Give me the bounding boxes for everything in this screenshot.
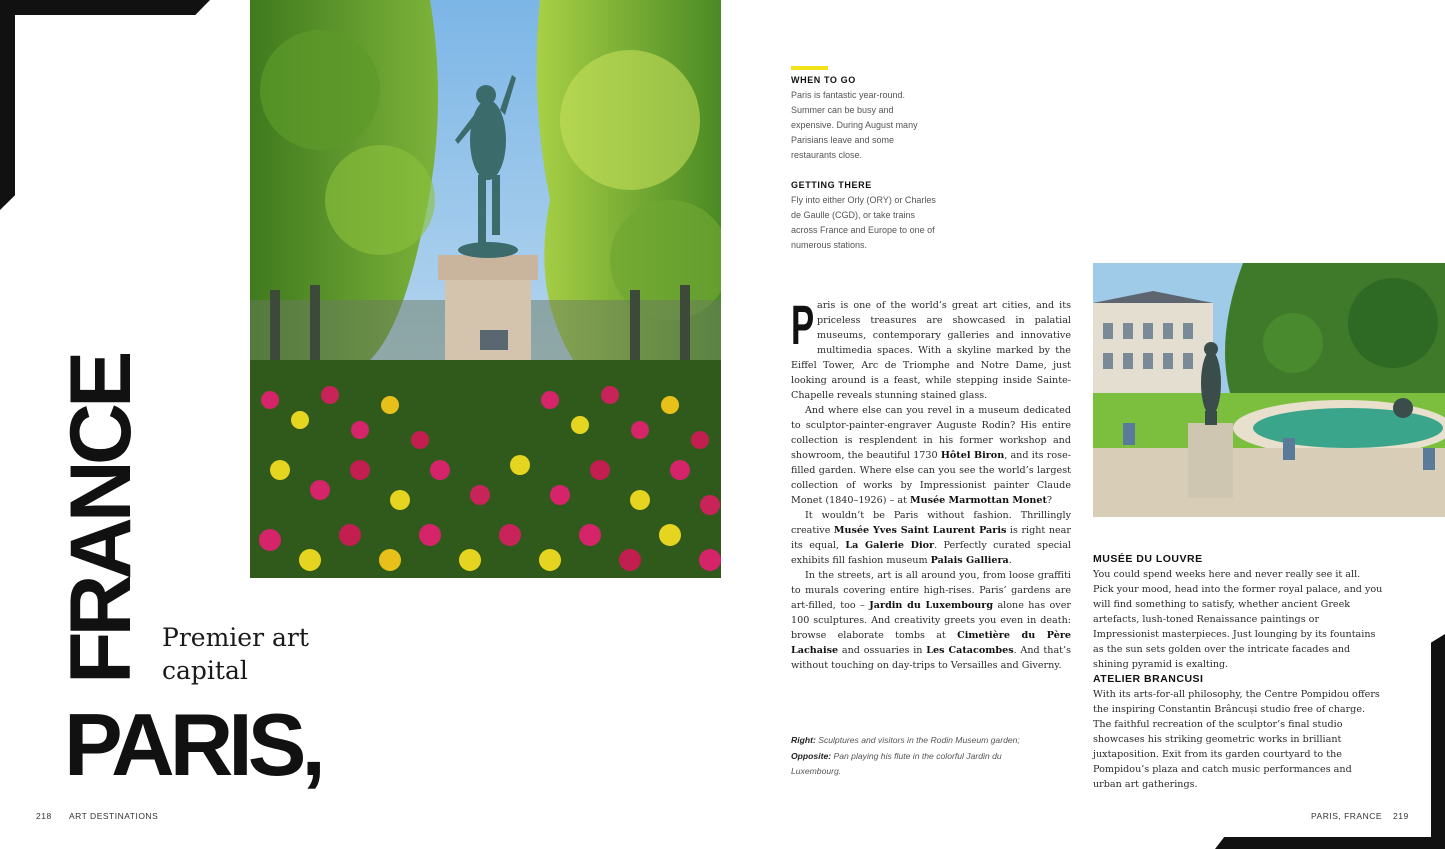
place-pere-lachaise: Cimetière du Père Lachaise — [791, 630, 1071, 656]
text-run: and ossuaries in — [838, 645, 927, 656]
place-hotel-biron: Hôtel Biron — [940, 450, 1005, 461]
caption-label-opposite: Opposite: — [791, 750, 832, 761]
paragraph-intro — [791, 293, 1071, 403]
caption-text-opposite: Pan playing his flute in the colorful Jardin du Luxembourg. — [791, 750, 1002, 776]
place-musee-marmottan-monet: Musée Marmottan Monet — [910, 495, 1047, 506]
accent-bar — [791, 66, 828, 70]
brancusi-text: With its arts-for-all philosophy, the Centre Pompidou offers the inspiring Constantin Brâncuși studio free of charge. The faithful recreation of the sculptor’s final studio showcases his striking geometric works in brilliant juxtaposition. Exit from its garden courtyard to the Pompidou’s plaza and catch music performances and urban art gatherings. — [1093, 689, 1380, 790]
when-to-go-heading: WHEN TO GO — [791, 75, 856, 85]
text-run: . And that’s without touching on day-trips to Versailles and Giverny. — [791, 645, 1072, 671]
when-to-go-text: Paris is fantastic year-round. Summer can be busy and expensive. During August many Parisians leave and some restaurants close. — [791, 90, 918, 160]
photo-jardin-du-luxembourg — [250, 0, 721, 578]
subtitle: Premier art capital — [162, 623, 309, 685]
caption-label-right: Right: — [791, 735, 816, 745]
paragraph-intro-text: aris is one of the world’s great art cities, and its priceless treasures are showcased in palatial museums, contemporary galleries and innovative multimedia spaces. With a skyline marked by the Eiffel Tower, Arc de Triomphe and Notre Dame, just looking around is a feast, while stepping inside Sainte-Chapelle reveals stunning stained glass. — [791, 300, 1071, 401]
photo-caption — [791, 733, 1036, 780]
city-title: PARIS, — [64, 695, 321, 794]
text-run: ? — [1046, 495, 1053, 506]
photo-rodin-museum-garden — [1093, 263, 1445, 517]
paragraph-streets — [791, 568, 1071, 673]
caption-text-right: Sculptures and visitors in the Rodin Museum garden; — [815, 735, 1020, 745]
article-body — [791, 293, 1072, 673]
text-run: , and its rose-filled garden. Where else can you see the world’s largest collection of works by Impressionist painter Claude Monet (1840–1926) – at — [791, 450, 1071, 506]
country-title: FRANCE — [53, 355, 149, 684]
text-run: is right near its equal, — [791, 525, 1071, 551]
paragraph-rodin — [791, 403, 1071, 508]
place-les-catacombes: Les Catacombes — [926, 645, 1014, 656]
brancusi-heading: ATELIER BRANCUSI — [1093, 673, 1204, 685]
text-run: And where else can you revel in a museum dedicated to sculptor-painter-engraver Auguste Rodin? His entire collection is resplendent in his former workshop and showroom, the beautiful 1730 — [791, 405, 1071, 461]
place-musee-ysl: Musée Yves Saint Laurent Paris — [833, 525, 1007, 536]
page-number-right: 219 — [1393, 811, 1409, 821]
getting-there-text: Fly into either Orly (ORY) or Charles de Gaulle (CGD), or take trains across France and Europe to one of numerous stations. — [791, 195, 936, 250]
corner-frame-bottom-right — [1215, 837, 1445, 849]
place-galerie-dior: La Galerie Dior — [845, 540, 935, 551]
text-run: . — [1008, 555, 1012, 566]
louvre-heading: MUSÉE DU LOUVRE — [1093, 553, 1203, 565]
drop-cap: P — [791, 293, 815, 356]
place-jardin-du-luxembourg: Jardin du Luxembourg — [869, 600, 994, 611]
section-label-right: PARIS, FRANCE — [1311, 811, 1383, 821]
place-palais-galliera: Palais Galliera — [930, 555, 1009, 566]
getting-there-heading: GETTING THERE — [791, 180, 872, 190]
louvre-text: You could spend weeks here and never really see it all. Pick your mood, head into the former royal palace, and you will find something to satisfy, whether ancient Greek artefacts, lush-toned Renaissance paintings or Impressionist masterpieces. Just lounging by its fountains as the sun sets golden over the intricate facades and shining pyramid is exalting. — [1093, 569, 1383, 670]
text-run: In the streets, art is all around you, from loose graffiti to murals covering entire high-rises. Paris’ gardens are art-filled, too – — [791, 570, 1071, 611]
text-run: . Perfectly curated special exhibits fill fashion museum — [791, 540, 1071, 566]
corner-frame-top-left — [0, 0, 210, 15]
section-label-left: ART DESTINATIONS — [69, 811, 159, 821]
text-run: It wouldn’t be Paris without fashion. Thrillingly creative — [791, 510, 1071, 536]
paragraph-fashion — [791, 508, 1071, 568]
corner-frame-left — [0, 0, 15, 210]
corner-frame-right — [1431, 634, 1445, 849]
text-run: alone has over 100 sculptures. And creativity greets you even in death: browse elaborate tombs at — [791, 600, 1071, 641]
page-number-left: 218 — [36, 811, 52, 821]
